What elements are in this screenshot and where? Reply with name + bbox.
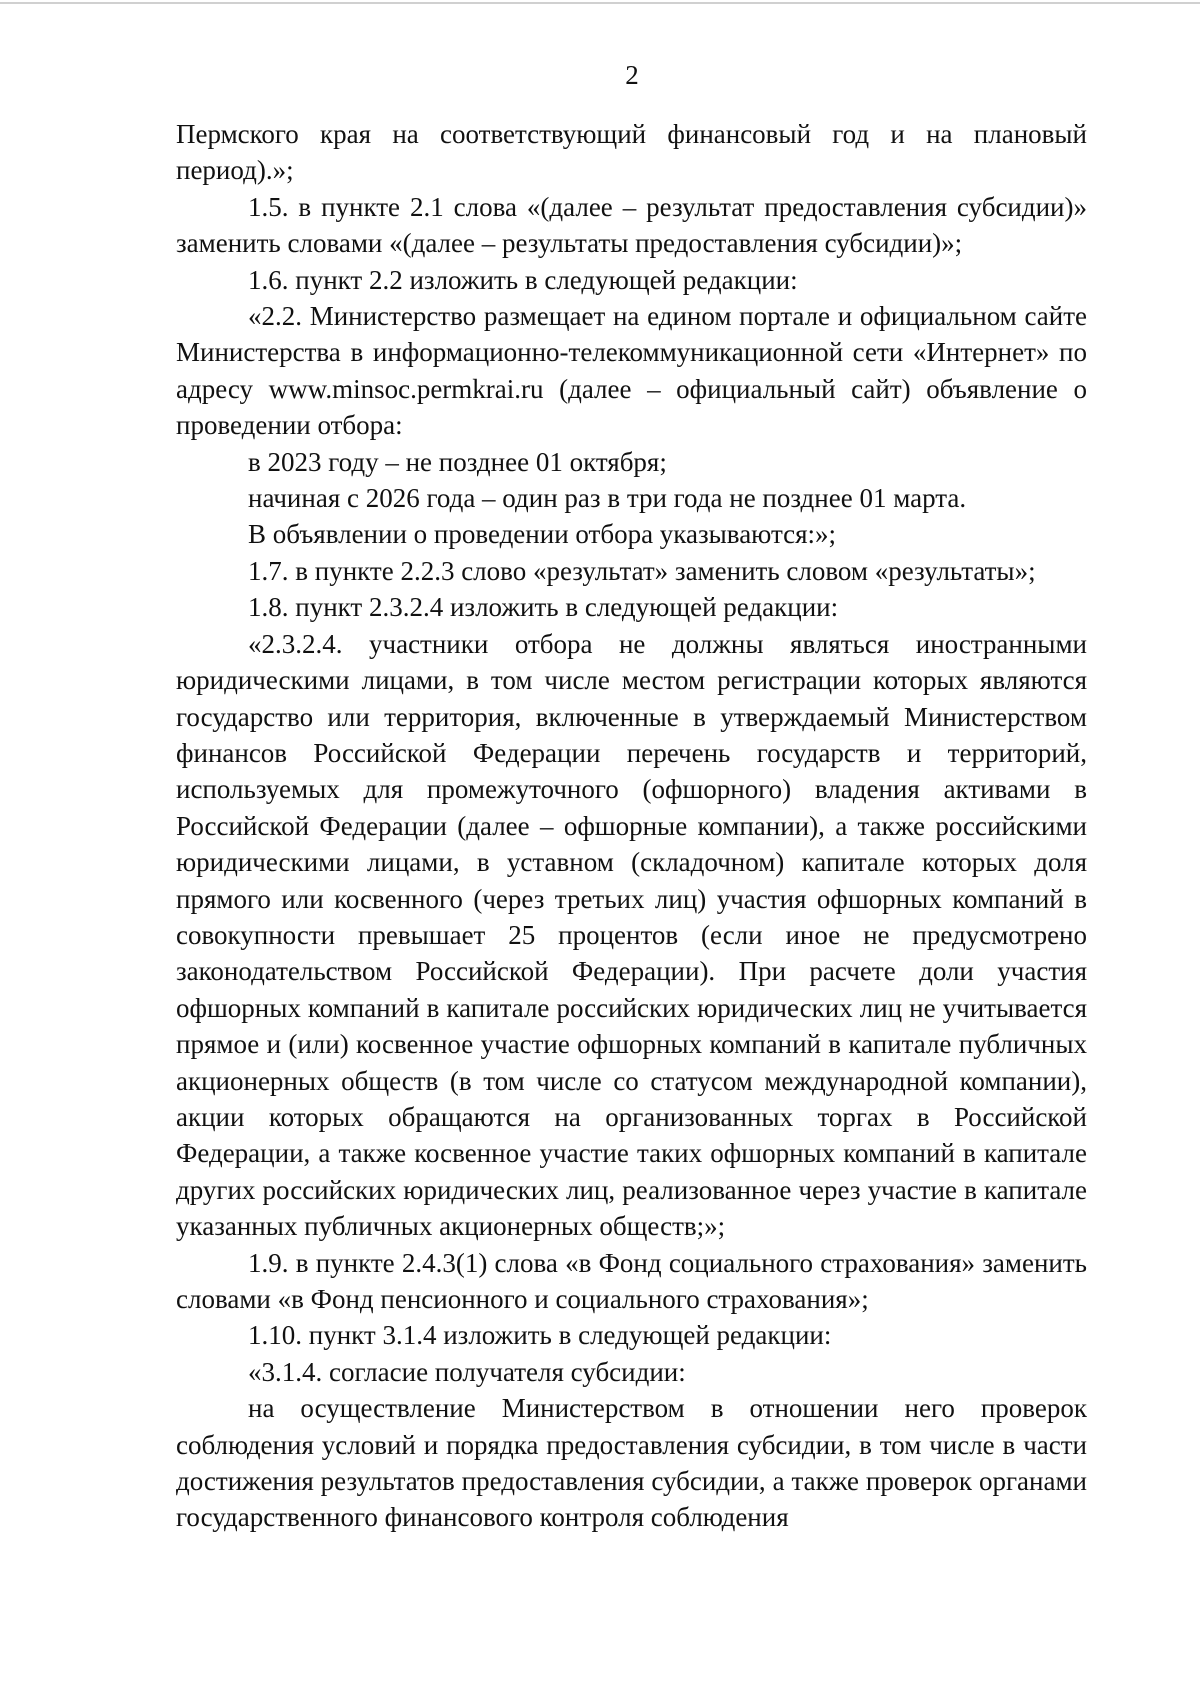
paragraph: 1.9. в пункте 2.4.3(1) слова «в Фонд социального страхования» заменить словами «в Фонд пенсионного и социального страхования»; bbox=[176, 1247, 1087, 1314]
paragraph: 1.5. в пункте 2.1 слова «(далее – результат предоставления субсидии)» заменить словами «(далее – результаты предоставления субсидии)»; bbox=[176, 191, 1087, 259]
paragraph: на осуществление Министерством в отношении него проверок соблюдения условий и порядка предоставления субсидии, в том числе в части достижения результатов предоставления субсидии, а также проверок органами государственного финансового контроля соблюдения bbox=[176, 1393, 1087, 1533]
paragraph: в 2023 году – не позднее 01 октября; bbox=[248, 446, 667, 477]
paragraph: Пермского края на соответствующий финансовый год и на плановый период).»; bbox=[176, 119, 1087, 186]
page-number: 2 bbox=[625, 60, 639, 90]
paragraph: «2.2. Министерство размещает на едином портале и официальном сайте Министерства в информационно-телекоммуникационной сети «Интернет» по адресу www.minsoc.permkrai.ru (далее – официальный сайт) объявление о проведении отбора: bbox=[176, 301, 1087, 441]
paragraph: 1.7. в пункте 2.2.3 слово «результат» заменить словом «результаты»; bbox=[248, 555, 1036, 586]
paragraph: В объявлении о проведении отбора указываются:»; bbox=[248, 519, 837, 550]
paragraph: «2.3.2.4. участники отбора не должны являться иностранными юридическими лицами, в том числе местом регистрации которых являются государство или территория, включенные в утверждаемый Министерством финансов Российской Федерации перечень государств и территорий, используемых для промежуточного (офшорного) владения активами в Российской Федерации (далее – офшорные компании), а также российскими юридическими лицами, в уставном (складочном) капитале которых доля прямого или косвенного (через третьих лиц) участия офшорных компаний в совокупности превышает 25 процентов (если иное не предусмотрено законодательством Российской Федерации). При расчете доли участия офшорных компаний в капитале российских юридических лиц не учитывается прямое и (или) косвенное участие офшорных компаний в капитале публичных акционерных обществ (в том числе со статусом международной компании), акции которых обращаются на организованных торгах в Российской Федерации, а также косвенное участие таких офшорных компаний в капитале других российских юридических лиц, реализованное через участие в капитале указанных публичных акционерных обществ;»; bbox=[176, 628, 1087, 1242]
paragraph: 1.8. пункт 2.3.2.4 изложить в следующей редакции: bbox=[248, 592, 839, 623]
paragraph: начиная с 2026 года – один раз в три года не позднее 01 марта. bbox=[248, 483, 967, 514]
paragraph: 1.6. пункт 2.2 изложить в следующей редакции: bbox=[248, 264, 798, 295]
document-body bbox=[176, 116, 1087, 1536]
paragraph: «3.1.4. согласие получателя субсидии: bbox=[248, 1356, 686, 1387]
paragraph: 1.10. пункт 3.1.4 изложить в следующей редакции: bbox=[248, 1320, 832, 1351]
scan-edge-line bbox=[0, 2, 1200, 4]
